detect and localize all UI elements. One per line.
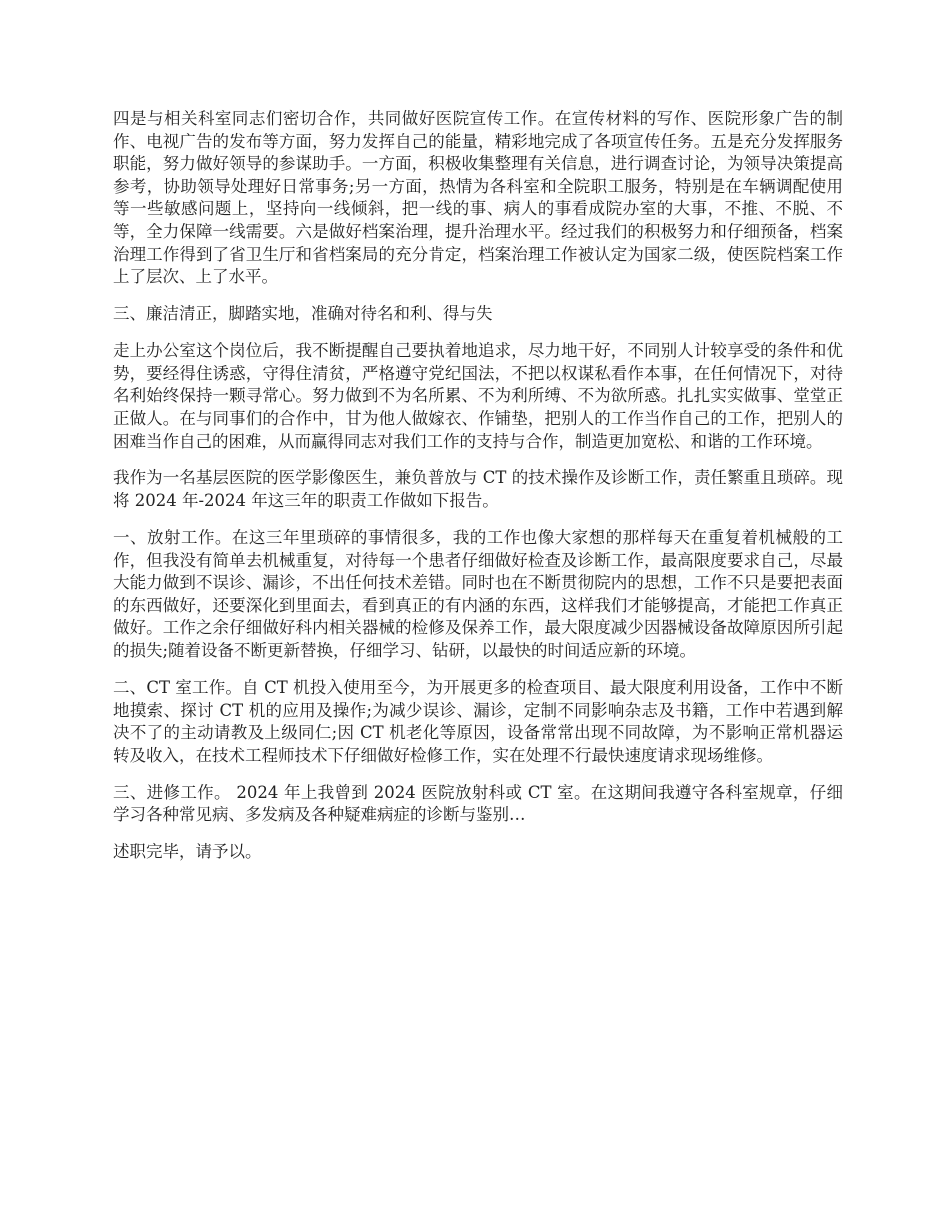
paragraph-publicity-and-archives: 四是与相关科室同志们密切合作，共同做好医院宣传工作。在宣传材料的写作、医院形象广告的制作、电视广告的发布等方面，努力发挥自己的能量，精彩地完成了各项宣传任务。五是充分发挥服务职能，努力做好领导的参谋助手。一方面，积极收集整理有关信息，进行调查讨论，为领导决策提高参考，协助领导处理好日常事务;另一方面，热情为各科室和全院职工服务，特别是在车辆调配使用等一些敏感问题上，坚持向一线倾斜，把一线的事、病人的事看成院办室的大事，不推、不脱、不等，全力保障一线需要。六是做好档案治理，提升治理水平。经过我们的积极努力和仔细预备，档案治理工作得到了省卫生厅和省档案局的充分肯定，档案治理工作被认定为国家二级，使医院档案工作上了层次、上了水平。 — [113, 109, 843, 287]
paragraph-radiology-work: 一、放射工作。在这三年里琐碎的事情很多，我的工作也像大家想的那样每天在重复着机械般的工作，但我没有简单去机械重复，对待每一个患者仔细做好检查及诊断工作，最高限度要求自己，尽最大能力做到不误诊、漏诊，不出任何技术差错。同时也在不断贯彻院内的思想，工作不只是要把表面的东西做好，还要深化到里面去，看到真正的有内涵的东西，这样我们才能够提高，才能把工作真正做好。工作之余仔细做好科内相关器械的检修及保养工作，最大限度减少因器械设备故障原因所引起的损失;随着设备不断更新替换，仔细学习、钻研，以最快的时间适应新的环境。 — [113, 528, 843, 661]
paragraph-further-study: 三、进修工作。 2024 年上我曾到 2024 医院放射科或 CT 室。在这期间我遵守各科室规章，仔细学习各种常见病、多发病及各种疑难病症的诊断与鉴别… — [113, 782, 843, 825]
paragraph-ct-work: 二、CT 室工作。自 CT 机投入使用至今，为开展更多的检查项目、最大限度利用设备，工作中不断地摸索、探讨 CT 机的应用及操作;为减少误诊、漏诊，定制不同影响杂志及书籍，工作中若遇到解决不了的主动请教及上级同仁;因 CT 机老化等原因，设备常常出现不同故障，为不影响正常机器运转及收入，在技术工程师技术下仔细做好检修工作，实在处理不行最快速度请求现场维修。 — [113, 678, 843, 765]
paragraph-closing: 述职完毕，请予以。 — [113, 842, 262, 862]
paragraph-integrity: 走上办公室这个岗位后，我不断提醒自己要执着地追求，尽力地干好，不同别人计较享受的条件和优势，要经得住诱惑，守得住清贫，严格遵守党纪国法，不把以权谋私看作本事，在任何情况下，对待名利始终保持一颗寻常心。努力做到不为名所累、不为利所缚、不为欲所惑。扎扎实实做事、堂堂正正做人。在与同事们的合作中，甘为他人做嫁衣、作铺垫，把别人的工作当作自己的工作，把别人的困难当作自己的困难，从而赢得同志对我们工作的支持与合作，制造更加宽松、和谐的工作环境。 — [113, 341, 843, 451]
paragraph-imaging-intro: 我作为一名基层医院的医学影像医生，兼负普放与 CT 的技术操作及诊断工作，责任繁重且琐碎。现将 2024 年-2024 年这三年的职责工作做如下报告。 — [113, 468, 843, 511]
document-body — [113, 108, 843, 878]
section-heading-integrity: 三、廉洁清正，脚踏实地，准确对待名和利、得与失 — [113, 304, 493, 324]
